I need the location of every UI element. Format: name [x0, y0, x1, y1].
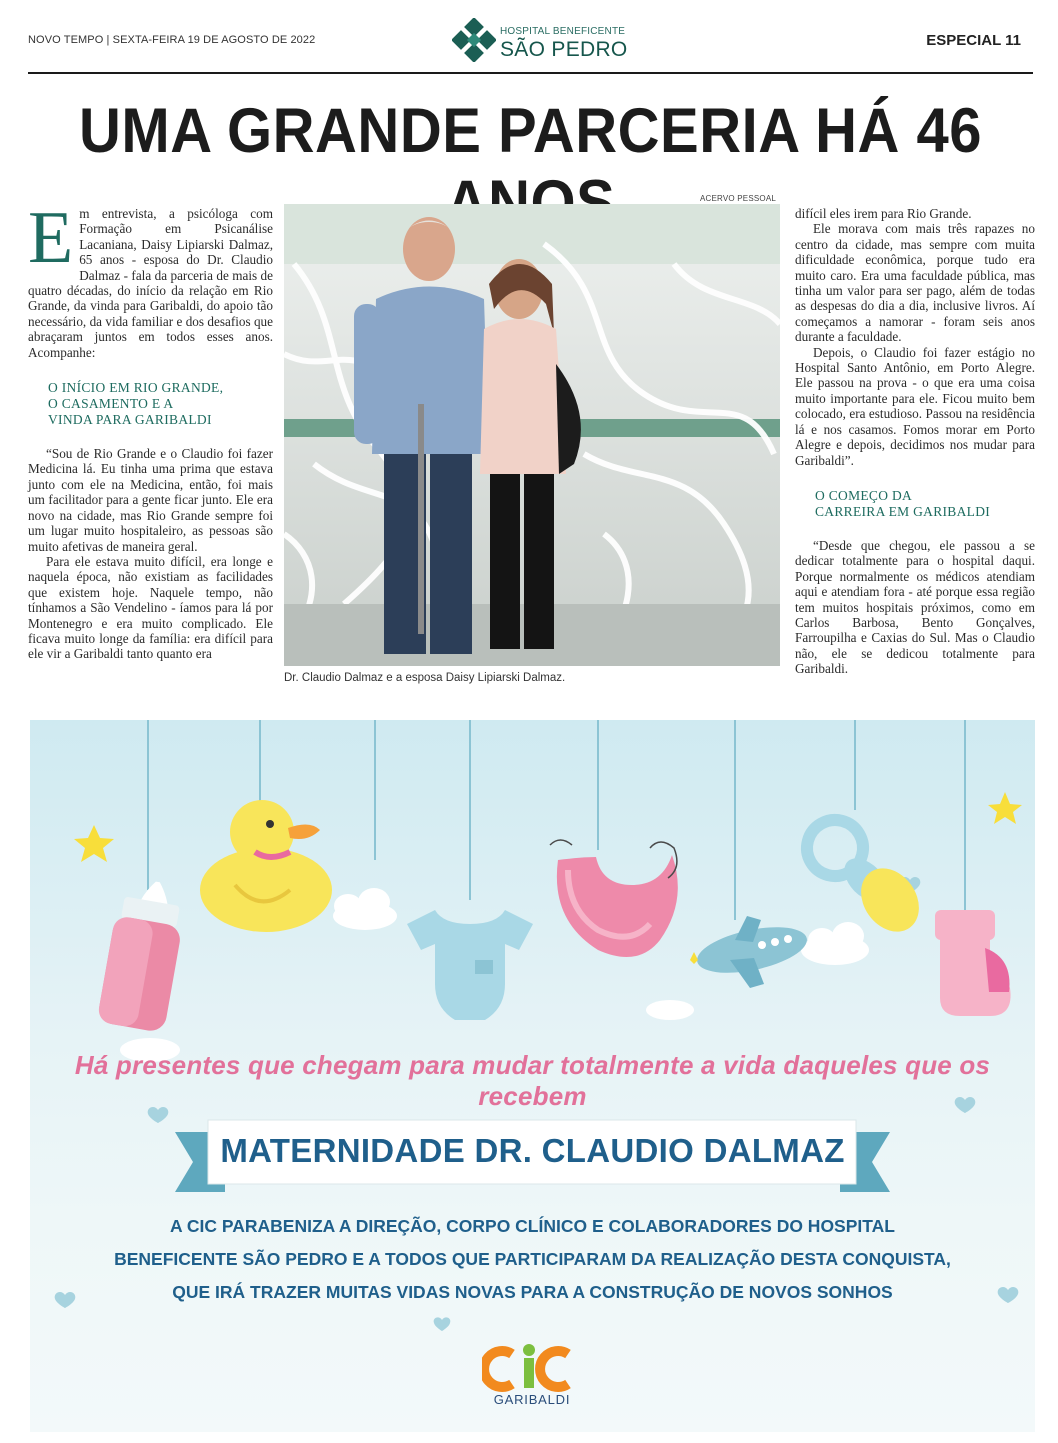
paragraph: “Desde que chegou, ele passou a se dedicar totalmente para o hospital daqui. Porque normalmente os médicos atendiam aqui e atendiam fora - até porque essa região tem muitos hospitais próximos, como em Carlos Barbosa, Bento Gonçalves, Farroupilha e Caxias do Sul. Mas o Claudio não, ele se dedicou totalmente para Garibaldi. — [795, 537, 1035, 677]
subhead-2 — [815, 488, 1035, 520]
bodysuit-icon — [407, 910, 533, 1020]
subhead-2-line: CARREIRA EM GARIBALDI — [815, 503, 991, 519]
cic-logo — [482, 1342, 582, 1412]
article-column-3 — [795, 206, 1035, 677]
section-label: ESPECIAL 11 — [926, 32, 1021, 49]
intro-paragraph — [28, 197, 273, 360]
subhead-2-line: O COMEÇO DA — [815, 487, 913, 503]
duck-icon — [200, 800, 332, 932]
bib-icon — [550, 840, 678, 957]
star-icon — [74, 792, 1022, 862]
intro-text: m entrevista, a psicóloga com Formação em Psicanálise Lacaniana, Daisy Lipiarski Dalmaz, 65 anos - esposa do Dr. Claudio Dalmaz - fala da parceria de mais de quatro décadas, do início da relação em Rio Grande, da vinda para Garibaldi, do apoio tão necessário, da vida familiar e dos desafios que abraçaram juntos em todos esses anos. Acompanhe: — [28, 206, 273, 360]
paragraph: “Sou de Rio Grande e o Claudio foi fazer Medicina lá. Eu tinha uma prima que estava junto com ele na Medicina, então, foi mais um facilitador para a gente ficar junto. Ele era novo na cidade, mas Rio Grande sempre foi um lugar muito hospitaleiro, as pessoas são muito afetivas de maneira geral. — [28, 446, 273, 554]
photo-caption: Dr. Claudio Dalmaz e a esposa Daisy Lipiarski Dalmaz. — [284, 672, 566, 684]
header-divider — [28, 72, 1033, 74]
subhead-1-line: O INÍCIO EM RIO GRANDE, — [48, 380, 224, 396]
congrats-line: A CIC PARABENIZA A DIREÇÃO, CORPO CLÍNICO E COLABORADORES DO HOSPITAL — [170, 1216, 895, 1236]
photo-illustration — [284, 204, 780, 666]
subhead-1 — [48, 380, 273, 428]
congrats-line: QUE IRÁ TRAZER MUITAS VIDAS NOVAS PARA A CONSTRUÇÃO DE NOVOS SONHOS — [172, 1282, 893, 1302]
photo-credit: ACERVO PESSOAL — [700, 194, 777, 203]
paragraph: difícil eles irem para Rio Grande. — [795, 206, 972, 221]
paragraph: Ele morava com mais três rapazes no centro da cidade, mas sempre com muita dificuldade econômica, porque tudo era muito caro. Era uma faculdade pública, mas tinha um valor para ser pago, além de todas as despesas do dia a dia, inclusive livros. Aí começamos a namorar - foram seis anos durante a faculdade. — [795, 221, 1035, 345]
pacifier-icon — [797, 810, 931, 943]
logo-title: SÃO PEDRO — [500, 38, 628, 61]
maternity-advertisement — [30, 720, 1035, 1432]
congrats-line: BENEFICENTE SÃO PEDRO E A TODOS QUE PARTICIPARAM DA REALIZAÇÃO DESTA CONQUISTA, — [114, 1249, 951, 1269]
baby-bottle-icon — [97, 876, 190, 1034]
paragraph: Para ele estava muito difícil, era longe e naquela época, não existiam as facilidades que existem hoje. Naquele tempo, não tínhamos a São Vendelino - íamos para lá por Montenegro e era muito complicado. Ele ficava muito longe da família: era difícil para ele vir a Garibaldi tanto quanto era — [28, 553, 273, 662]
logo-subtitle: HOSPITAL BENEFICENTE — [500, 26, 626, 37]
airplane-icon — [690, 916, 811, 988]
issue-info: NOVO TEMPO | SEXTA-FEIRA 19 DE AGOSTO DE 2022 — [28, 34, 316, 46]
hospital-logo — [452, 16, 652, 66]
ad-banner-title: MATERNIDADE DR. CLAUDIO DALMAZ — [220, 1132, 845, 1169]
paragraph: Depois, o Claudio foi fazer estágio no Hospital Santo Antônio, em Porto Alegre. Ele passou na prova - o que era uma coisa muito importante para ele. Ficou muito bem colocado, era estudioso. Passou na residência lá e nos casamos. Fomos morar em Porto Alegre e depois, decidimos nos mudar para Garibaldi”. — [795, 344, 1035, 468]
page-header — [28, 14, 1033, 74]
ad-congratulations — [90, 1210, 975, 1309]
cic-logo-icon — [482, 1342, 582, 1394]
subhead-1-line: VINDA PARA GARIBALDI — [48, 412, 212, 428]
article-column-1 — [28, 197, 273, 662]
sock-icon — [935, 910, 1011, 1016]
ad-tagline: Há presentes que chegam para mudar totalmente a vida daqueles que os recebem — [74, 1050, 991, 1111]
headline: UMA GRANDE PARCERIA HÁ 46 — [79, 95, 982, 166]
subhead-1-line: O CASAMENTO E A — [48, 396, 174, 412]
couple-photo — [284, 204, 780, 666]
hospital-logo-icon — [452, 18, 496, 62]
cic-logo-subtitle: GARIBALDI — [493, 1392, 571, 1407]
dropcap: E — [28, 197, 74, 279]
